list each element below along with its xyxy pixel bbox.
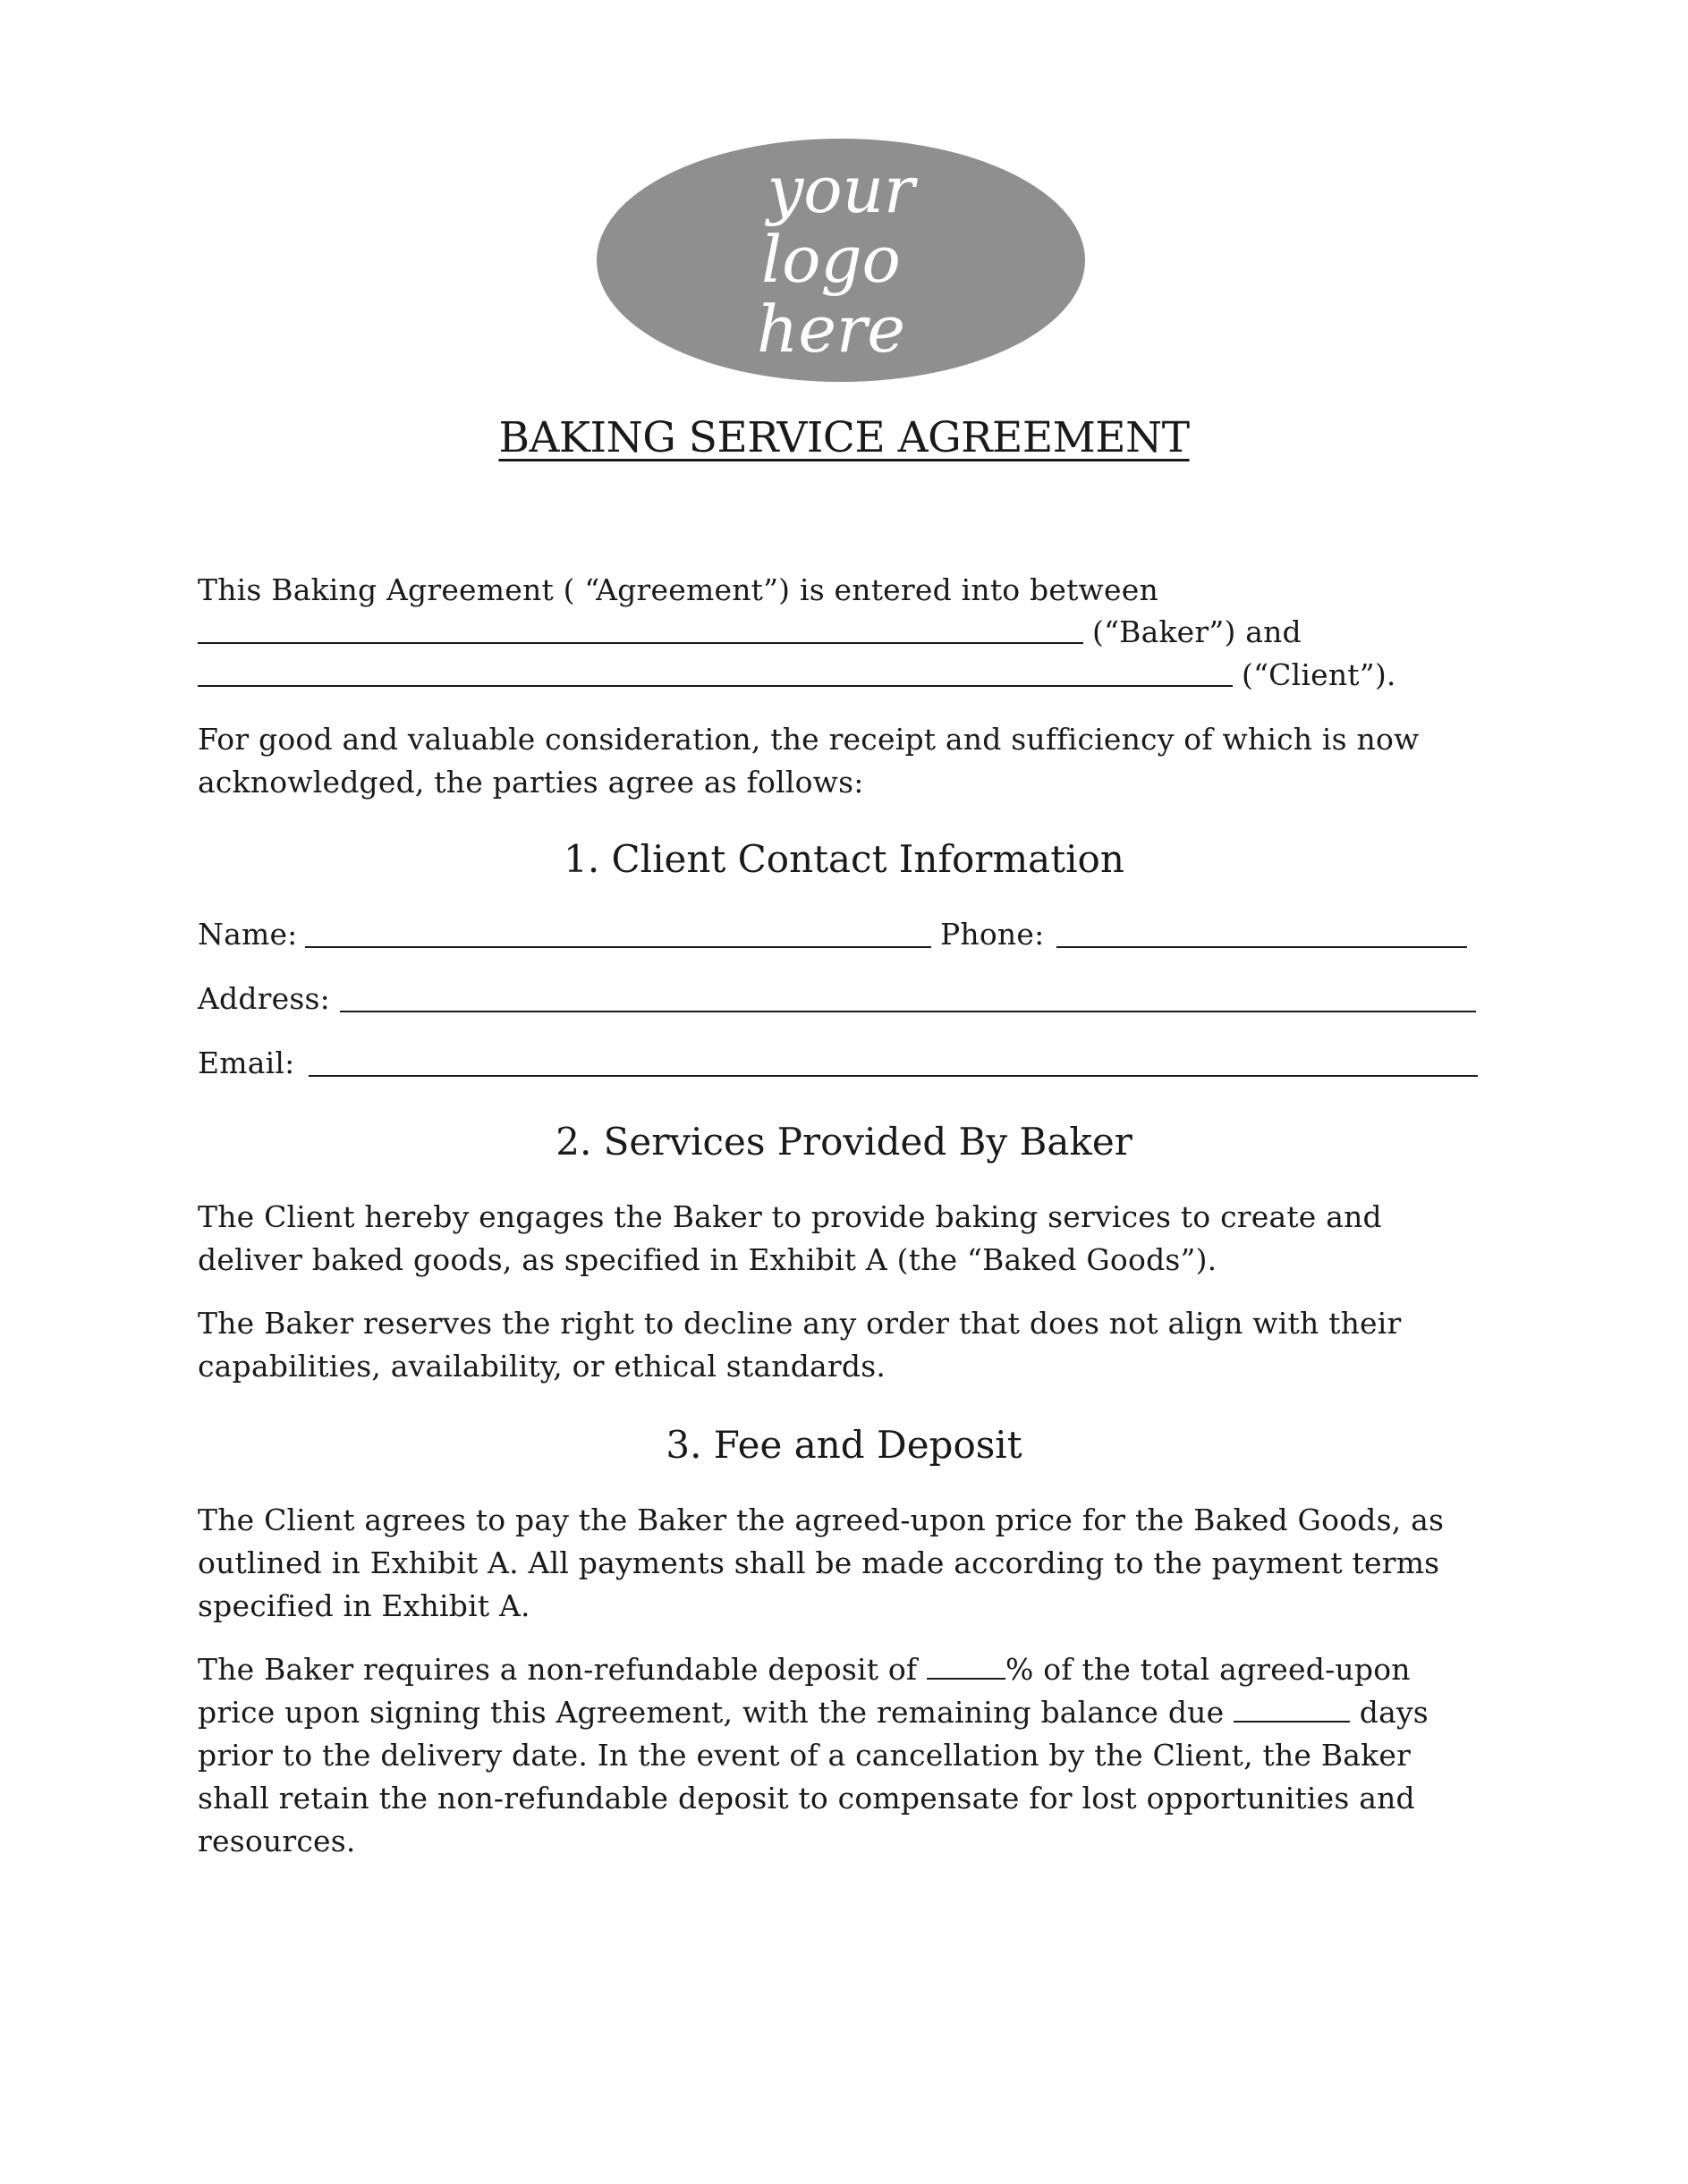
address-field[interactable]	[340, 1011, 1476, 1012]
balance-days-blank[interactable]	[1234, 1720, 1350, 1723]
balance-text-before: price upon signing this Agreement, with the remaining balance due	[198, 1695, 1225, 1730]
section-2-heading: 2. Services Provided By Baker	[556, 1120, 1132, 1164]
logo-oval-graphic	[597, 139, 1085, 382]
consideration-line2: acknowledged, the parties agree as follows:	[198, 765, 864, 800]
address-label: Address:	[198, 981, 330, 1016]
email-field[interactable]	[309, 1075, 1478, 1077]
intro-line1: This Baking Agreement ( “Agreement”) is entered into between	[198, 572, 1158, 607]
section-3-p2-line2	[198, 1691, 1429, 1734]
section-3-p1-line2: outlined in Exhibit A. All payments shall be made according to the payment terms	[198, 1545, 1440, 1580]
deposit-percent-blank[interactable]	[927, 1677, 1005, 1680]
section-1-heading: 1. Client Contact Information	[564, 837, 1124, 881]
consideration-line1: For good and valuable consideration, the receipt and sufficiency of which is now	[198, 722, 1420, 757]
phone-field[interactable]	[1056, 946, 1467, 948]
logo-placeholder	[597, 139, 1085, 382]
email-label: Email:	[198, 1045, 295, 1080]
section-3-heading: 3. Fee and Deposit	[666, 1423, 1022, 1467]
name-label: Name:	[198, 917, 298, 952]
logo-text-line3: here	[756, 292, 906, 367]
section-2-p2-line1: The Baker reserves the right to decline any order that does not align with their	[198, 1306, 1402, 1341]
section-3-p1-line1: The Client agrees to pay the Baker the agreed-upon price for the Baked Goods, as	[198, 1503, 1445, 1537]
deposit-text-before: The Baker requires a non-refundable deposit of	[198, 1652, 918, 1687]
baker-name-blank[interactable]	[198, 642, 1083, 644]
phone-label: Phone:	[940, 917, 1045, 952]
document-title: BAKING SERVICE AGREEMENT	[498, 413, 1190, 462]
section-3-p2-line1	[198, 1648, 1411, 1691]
section-2-p1-line1: The Client hereby engages the Baker to provide baking services to create and	[198, 1199, 1382, 1234]
section-2-p1-line2: deliver baked goods, as specified in Exhibit A (the “Baked Goods”).	[198, 1242, 1217, 1277]
logo-text-line1: your	[767, 152, 915, 227]
name-field[interactable]	[305, 946, 931, 948]
baker-suffix: (“Baker”) and	[1092, 614, 1302, 649]
section-3-p2-line4: shall retain the non-refundable deposit to compensate for lost opportunities and	[198, 1781, 1415, 1816]
client-suffix: (“Client”).	[1242, 657, 1396, 692]
section-3-p2-line3: prior to the delivery date. In the event of a cancellation by the Client, the Baker	[198, 1738, 1412, 1773]
logo-text-line2: logo	[761, 222, 901, 297]
deposit-text-after: % of the total agreed-upon	[1005, 1652, 1411, 1687]
section-2-p2-line2: capabilities, availability, or ethical standards.	[198, 1349, 886, 1384]
balance-text-after: days	[1359, 1695, 1429, 1730]
section-3-p2-line5: resources.	[198, 1824, 356, 1858]
section-3-p1-line3: specified in Exhibit A.	[198, 1588, 530, 1623]
client-name-blank[interactable]	[198, 685, 1233, 687]
